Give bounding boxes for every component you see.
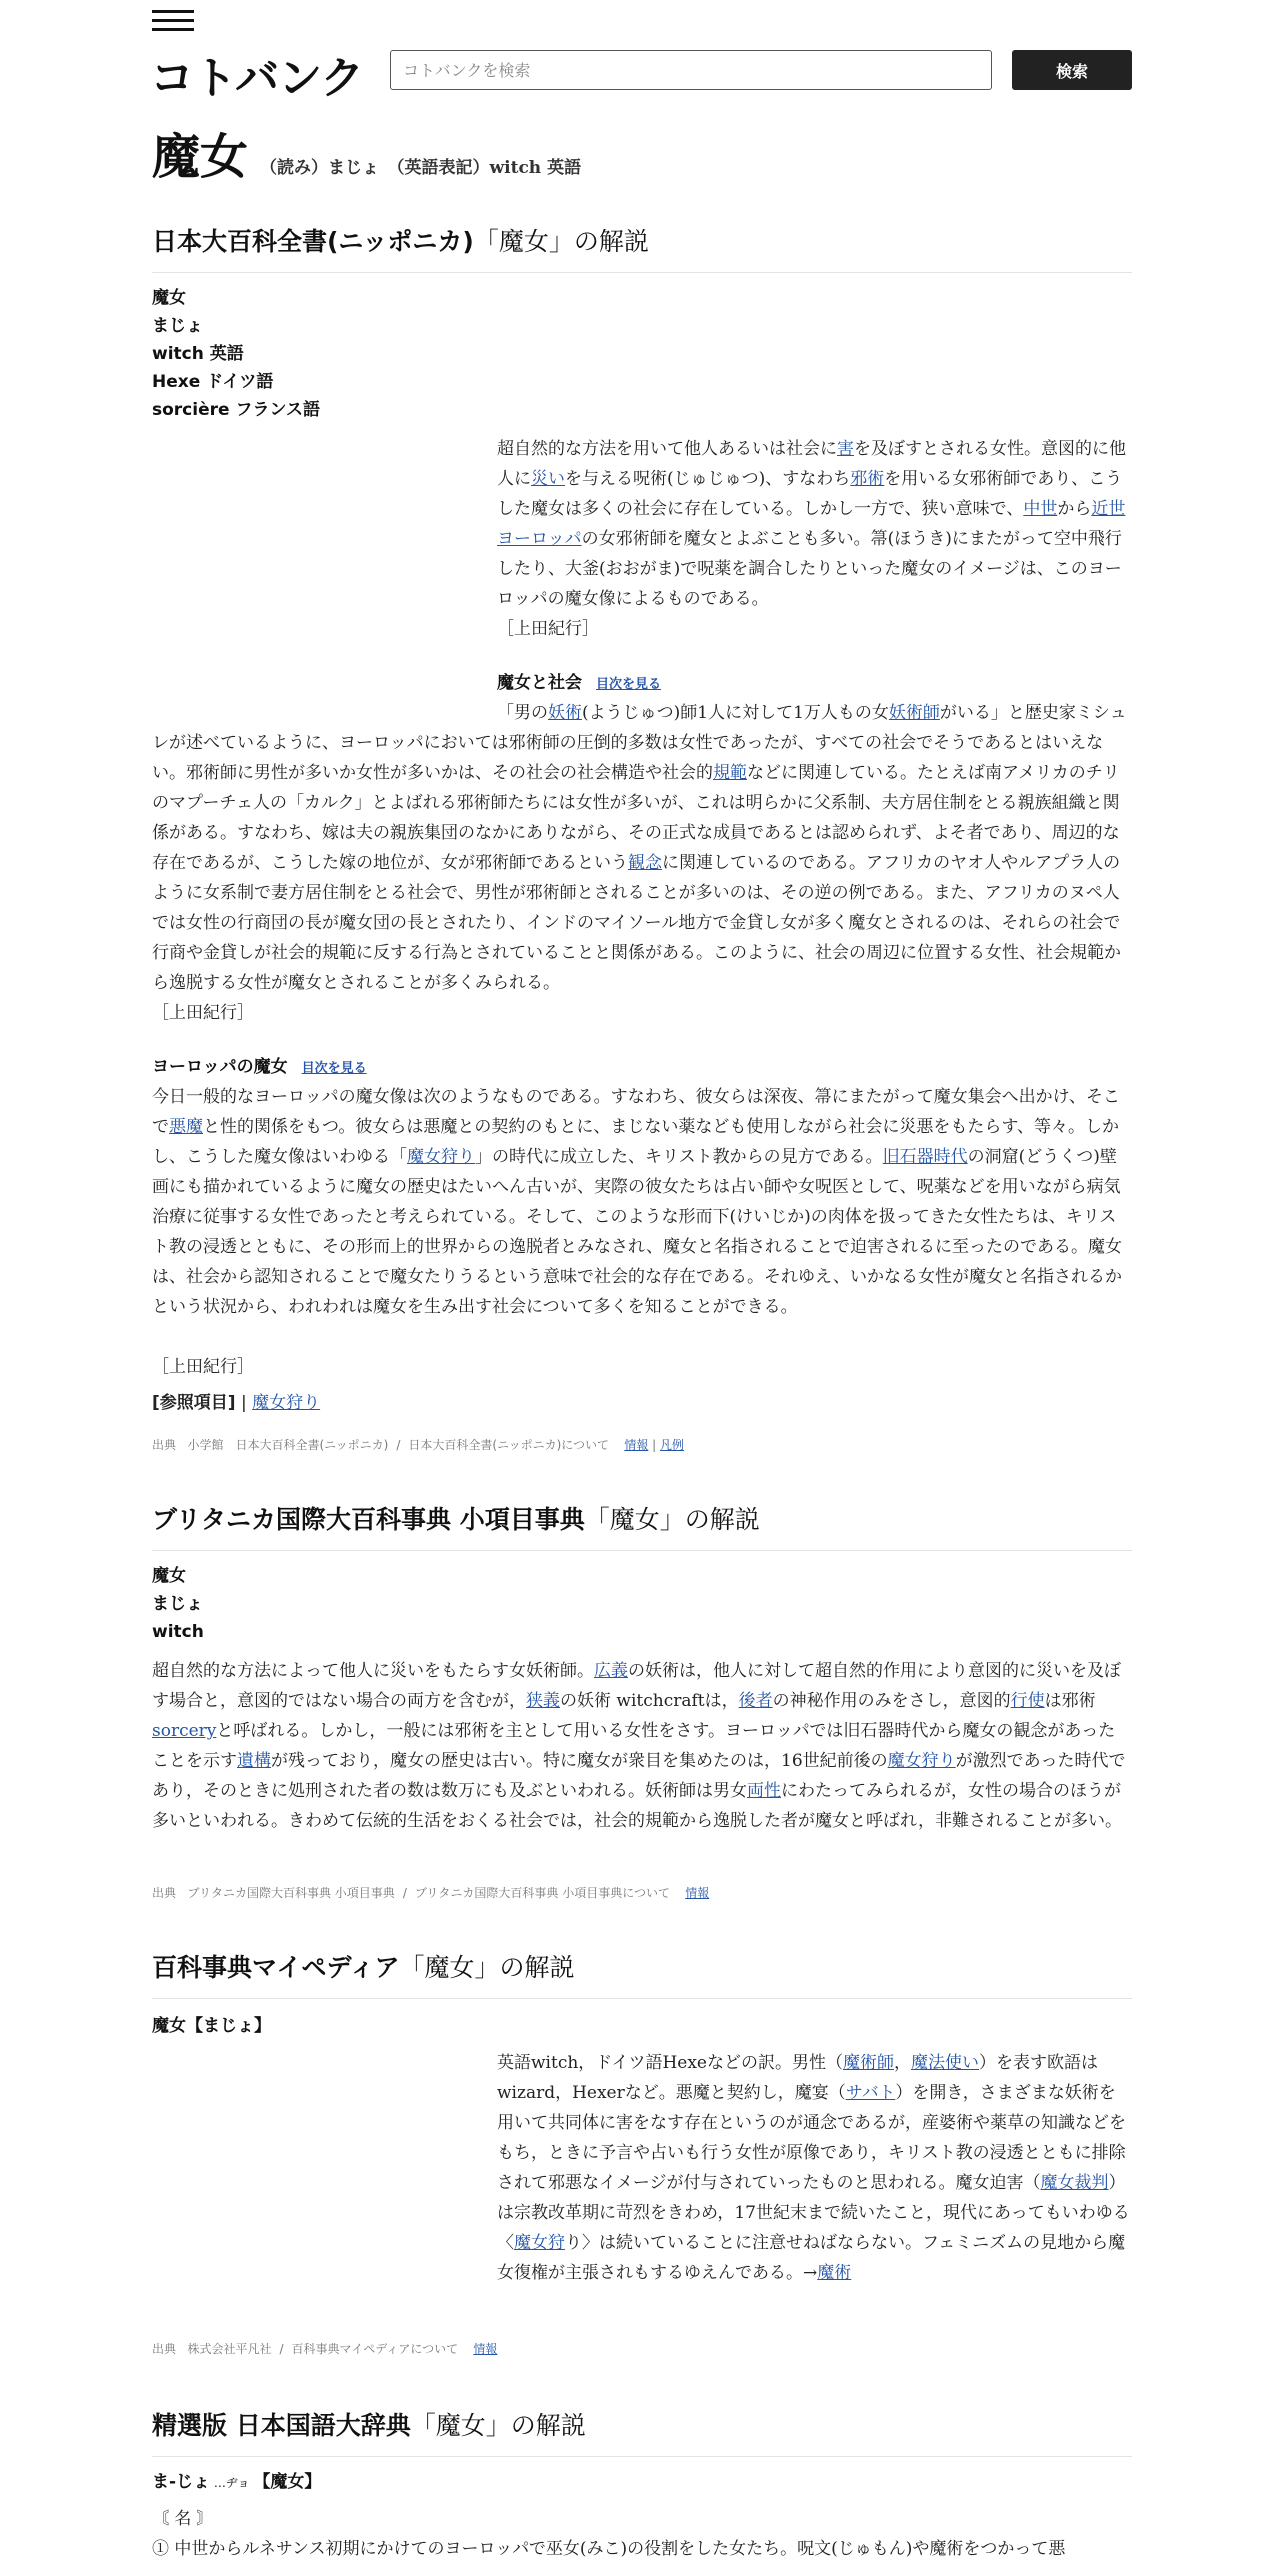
term-link[interactable]: 妖術師 — [888, 703, 940, 723]
text: が残っており，魔女の歴史は古い。特に魔女が衆目を集めたのは，16世紀前後の — [271, 1751, 888, 1771]
term-link[interactable]: 妖術 — [548, 703, 582, 723]
term-link[interactable]: 邪術 — [850, 469, 885, 489]
source-about: 百科事典マイペディアについて — [291, 2342, 459, 2356]
term-link[interactable]: 魔女裁判 — [1040, 2173, 1109, 2193]
text: 超自然的な方法によって他人に災いをもたらす女妖術師。 — [152, 1661, 594, 1681]
headword-line: 魔女 — [152, 1566, 186, 1586]
term-link[interactable]: 両性 — [747, 1781, 781, 1801]
text: などに関連している。たとえば南アメリカのチリのマプーチェ人の「カルク」とよばれる邪術師たちには女性が多いが、これは明らかに父系制、夫方居住制をとる親族組織と関係がある。すなわち、嫁は夫の親族集団のなかにありながら、その正式な成員であるとは認められず、よそ者であり、周辺的な存在であるが、こうした嫁の地位が、女が邪術師であるという — [152, 763, 1120, 873]
term-link[interactable]: サバト — [845, 2083, 896, 2103]
section-title-suffix: 「魔女」の解説 — [473, 227, 649, 256]
text: を与える呪術(じゅじゅつ)、すなわち — [565, 469, 851, 489]
term-link[interactable]: 悪魔 — [169, 1117, 203, 1137]
section-title-seisenban — [152, 2406, 1132, 2457]
info-link[interactable]: 情報 — [473, 2342, 498, 2356]
headword-mypedia: 魔女【まじょ】 — [152, 2016, 271, 2036]
text: 今日一般的なヨーロッパの魔女像は次のようなものである。すなわち、彼女らは深夜、箒にまたがって魔女集会へ出かけ、そこで — [152, 1087, 1120, 1137]
menu-icon[interactable] — [152, 8, 194, 34]
section-title-nipponica — [152, 222, 1132, 273]
author: ［上田紀行］ — [497, 619, 599, 639]
nipponica-society-para — [152, 698, 1132, 998]
toc-link[interactable]: 目次を見る — [596, 677, 662, 692]
author: ［上田紀行］ — [152, 1357, 254, 1377]
search-button[interactable]: 検索 — [1012, 50, 1132, 90]
term-link[interactable]: 災い — [531, 469, 565, 489]
text: の妖術は，他人に対して超自然的作用により意図的に災いを及ぼす場合と，意図的ではない場合の両方を含むが， — [152, 1661, 1121, 1711]
term-link[interactable]: 魔術師 — [842, 2053, 894, 2073]
word-reading: （読み）まじょ （英語表記）witch 英語 — [260, 158, 582, 178]
headword-line: witch 英語 — [152, 344, 244, 364]
section-title-bold: 日本大百科全書(ニッポニカ) — [152, 227, 474, 256]
source-label: 出典 — [152, 2342, 177, 2356]
headword-kanji: 【魔女】 — [253, 2472, 322, 2492]
headword-line: 魔女 — [152, 288, 186, 308]
term-link[interactable]: 魔術 — [817, 2263, 852, 2283]
section-title-bold: ブリタニカ国際大百科事典 小項目事典 — [152, 1505, 585, 1534]
text: に関連しているのである。アフリカのヤオ人やルアプラ人のように女系制で妻方居住制をとる社会で、男性が邪術師とされることが多いのは、その逆の例である。また、アフリカのヌペ人では女性の行商団の長が魔女団の長とされたり、インドのマイソール地方で金貸し女が多く魔女とされるのは、それらの社会で行商や金貸しが社会的規範に反する行為とされていることと関係がある。このように、社会の周辺に位置する女性、社会規範から逸脱する女性が魔女とされることが多くみられる。 — [152, 853, 1121, 993]
author: ［上田紀行］ — [152, 1003, 254, 1023]
part-of-speech: 〘 名 〙 — [152, 2509, 214, 2529]
info-link[interactable]: 情報 — [685, 1886, 710, 1900]
text: から — [1057, 499, 1092, 519]
search-input[interactable] — [390, 50, 992, 90]
term-link[interactable]: 広義 — [594, 1661, 628, 1681]
term-link[interactable]: 後者 — [738, 1691, 773, 1711]
text: ， — [893, 2053, 911, 2073]
reference-link[interactable]: 魔女狩り — [252, 1393, 321, 1413]
headword-block-nipponica — [152, 284, 1132, 424]
text: の女邪術師を魔女とよぶことも多い。箒(ほうき)にまたがって空中飛行したり、大釜(おおがま)で呪薬を調合したりといった魔女のイメージは、このヨーロッパの魔女像によるものである。 — [497, 529, 1122, 609]
term-link[interactable]: 規範 — [713, 763, 747, 783]
text: 「男の — [497, 703, 548, 723]
separator: / — [279, 2342, 284, 2356]
text: がいる」と歴史家ミシュレが述べているように、ヨーロッパにおいては邪術師の圧倒的多数は女性であったが、すべての社会でそうであるとはいえない。邪術師に男性が多いか女性が多いかは、その社会の社会構造や社会的 — [152, 703, 1127, 783]
section-title-bold: 精選版 日本国語大辞典 — [152, 2411, 411, 2440]
headword-line: sorcière フランス語 — [152, 400, 320, 420]
reference-sep: | — [235, 1393, 253, 1413]
mypedia-para — [497, 2048, 1132, 2288]
term-link[interactable]: 魔女狩 — [514, 2233, 565, 2253]
example-link[interactable]: 凡例 — [660, 1438, 685, 1452]
text: が激烈であった時代であり，そのときに処刑された者の数は数万にも及ぶといわれる。妖術師は男女 — [152, 1751, 1126, 1801]
term-link[interactable]: 中世 — [1023, 499, 1058, 519]
source-about: 日本大百科全書(ニッポニカ)について — [408, 1438, 610, 1452]
term-link[interactable]: 魔女狩り — [887, 1751, 956, 1771]
source-about: ブリタニカ国際大百科事典 小項目事典について — [414, 1886, 670, 1900]
term-link[interactable]: sorcery — [152, 1721, 217, 1741]
text: と性的関係をもつ。彼女らは悪魔との契約のもとに、まじない薬なども使用しながら社会に災悪をもたらす、等々。しかし、こうした魔女像はいわゆる「 — [152, 1117, 1119, 1167]
text: の神秘作用のみをさし，意図的 — [772, 1691, 1011, 1711]
term-link[interactable]: 旧石器時代 — [882, 1147, 968, 1167]
section-title-suffix: 「魔女」の解説 — [399, 1953, 575, 1982]
text: ）は宗教改革期に苛烈をきわめ，17世紀末まで続いたこと，現代にあってもいわゆる〈 — [497, 2173, 1130, 2253]
separator: | — [652, 1438, 657, 1452]
headword-seisenban — [152, 2468, 1132, 2497]
section-title-britannica — [152, 1500, 1132, 1551]
text: と呼ばれる。しかし，一般には邪術を主として用いる女性をさす。ヨーロッパでは旧石器時代から魔女の観念があったことを示す — [152, 1721, 1116, 1771]
reference-row — [152, 1388, 1132, 1418]
reference-label: [参照項目] — [152, 1393, 236, 1413]
source-label: 出典 — [152, 1438, 177, 1452]
separator: / — [402, 1886, 407, 1900]
text: 英語witch，ドイツ語Hexeなどの訳。男性（ — [497, 2053, 843, 2073]
text: を及ぼすとされる女性。意図的に他人に — [497, 439, 1126, 489]
subhead-europe-row — [152, 1052, 1132, 1084]
headword-line: まじょ — [152, 316, 203, 336]
source-label: 出典 — [152, 1886, 177, 1900]
word-title: 魔女 — [152, 129, 249, 185]
site-logo[interactable]: コトバンク — [150, 53, 364, 104]
nipponica-intro — [497, 434, 1132, 644]
section-title-suffix: 「魔女」の解説 — [410, 2411, 586, 2440]
subhead-society-row — [497, 668, 1132, 700]
text: (ようじゅつ)師1人に対して1万人もの女 — [582, 703, 889, 723]
term-link[interactable]: 魔女狩り — [407, 1147, 475, 1167]
term-link[interactable]: 行使 — [1010, 1691, 1045, 1711]
text: り〉は続いていることに注意せねばならない。フェミニズムの見地から魔女復権が主張されもするゆえんである。→ — [497, 2233, 1126, 2283]
source-publisher: 小学館 日本大百科全書(ニッポニカ) — [187, 1438, 389, 1452]
text: にわたってみられるが，女性の場合のほうが多いといわれる。きわめて伝統的生活をおくる社会では，社会的規範から逸脱した者が魔女と呼ばれ，非難されることが多い。 — [152, 1781, 1123, 1831]
headword-line: witch — [152, 1622, 204, 1642]
nipponica-europe-para — [152, 1082, 1132, 1322]
headword-line: Hexe ドイツ語 — [152, 372, 274, 392]
headword-block-britannica — [152, 1562, 1132, 1646]
term-link[interactable]: 狭義 — [526, 1691, 560, 1711]
text: 」の時代に成立した、キリスト教からの見方である。 — [475, 1147, 883, 1167]
page-title — [152, 118, 581, 187]
text: の洞窟(どうくつ)壁画にも描かれているように魔女の歴史はたいへん古いが、実際の彼女たちは占い師や女呪医として、呪薬などを用いながら病気治療に従事する女性であったと考えられている。そして、このような形而下(けいじか)の肉体を扱ってきた女性たちは、キリスト教の浸透とともに、その形而上的世界からの逸脱者とみなされ、魔女と名指されることで迫害されるに至ったのである。魔女は、社会から認知されることで魔女たりうるという意味で社会的な存在である。それゆえ、いかなる女性が魔女と名指されるかという状況から、われわれは魔女を生み出す社会について多くを知ることができる。 — [152, 1147, 1123, 1317]
toc-link[interactable]: 目次を見る — [301, 1061, 367, 1076]
term-link[interactable]: 害 — [837, 439, 854, 459]
headword-main: ま‐じょ — [152, 2472, 211, 2492]
source-britannica — [152, 1884, 1132, 1901]
term-link[interactable]: 観念 — [628, 853, 662, 873]
section-title-bold: 百科事典マイペディア — [152, 1953, 400, 1982]
section-title-suffix: 「魔女」の解説 — [584, 1505, 760, 1534]
britannica-para — [152, 1656, 1132, 1836]
subhead-society: 魔女と社会 — [497, 673, 582, 693]
text: の妖術 witchcraftは， — [560, 1691, 739, 1711]
source-mypedia — [152, 2340, 1132, 2357]
text: 超自然的な方法を用いて他人あるいは社会に — [497, 439, 837, 459]
section-title-mypedia — [152, 1948, 1132, 1999]
separator: / — [396, 1438, 401, 1452]
headword-line: まじょ — [152, 1594, 203, 1614]
source-publisher: 株式会社平凡社 — [187, 2342, 272, 2356]
text: を用いる女邪術師であり、こうした魔女は多くの社会に存在している。しかし一方で、狭い意味で、 — [497, 469, 1123, 519]
text: は邪術 — [1044, 1691, 1096, 1711]
subhead-europe: ヨーロッパの魔女 — [152, 1057, 288, 1077]
source-nipponica — [152, 1436, 1132, 1453]
definition-1: ① 中世からルネサンス初期にかけてのヨーロッパで巫女(みこ)の役割をした女たち。呪文(じゅもん)や魔術をつかって悪 — [152, 2539, 1066, 2559]
source-publisher: ブリタニカ国際大百科事典 小項目事典 — [187, 1886, 395, 1900]
term-link[interactable]: 魔法使い — [910, 2053, 979, 2073]
headword-kana: …ヂョ — [210, 2476, 254, 2490]
info-link[interactable]: 情報 — [624, 1438, 649, 1452]
term-link[interactable]: 遺構 — [237, 1751, 271, 1771]
text: ）を表す欧語はwizard，Hexerなど。悪魔と契約し，魔宴（ — [497, 2053, 1098, 2103]
text: ）を開き，さまざまな妖術を用いて共同体に害をなす存在というのが通念であるが，産婆術や薬草の知識などをもち，ときに予言や占いも行う女性が原像であり，キリスト教の浸透とともに排除されて邪悪なイメージが付与されていったものと思われる。魔女迫害（ — [497, 2083, 1126, 2193]
term-link[interactable]: 近世ヨーロッパ — [497, 499, 1126, 549]
